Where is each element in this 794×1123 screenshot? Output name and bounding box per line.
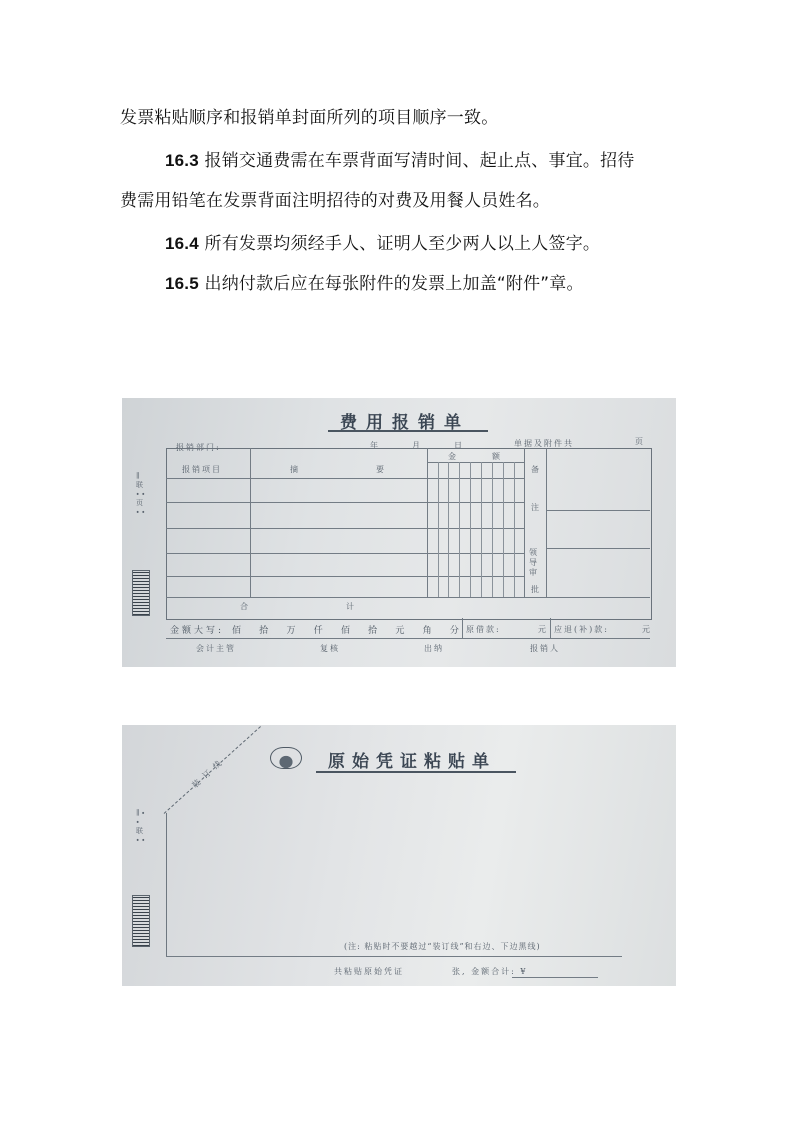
unit-yuan: 元 bbox=[395, 626, 408, 636]
voucher-footer-left: 共粘贴原始凭证 bbox=[334, 967, 404, 976]
paragraph-16-3: 16.3 报销交通费需在车票背面写清时间、起止点、事宜。招待 bbox=[165, 151, 635, 171]
unit-shi-2: 拾 bbox=[368, 626, 381, 636]
col-amount: 金 bbox=[448, 452, 458, 461]
capital-units bbox=[232, 623, 462, 636]
sig-review: 复核 bbox=[320, 644, 340, 653]
col-item: 报销项目 bbox=[182, 465, 222, 474]
paragraph-16-3-cont: 费需用铅笔在发票背面注明招待的对费及用餐人员姓名。 bbox=[120, 191, 550, 211]
paragraph-16-5: 16.5 出纳付款后应在每张附件的发票上加盖“附件”章。 bbox=[165, 274, 584, 294]
col-summary: 摘 bbox=[290, 465, 300, 474]
original-loan-label: 原借款: bbox=[466, 625, 501, 634]
expense-form-photo bbox=[122, 398, 676, 667]
refund-label: 应退(补)款: bbox=[554, 625, 609, 634]
expense-table bbox=[166, 448, 652, 620]
form-title: 费用报销单 bbox=[340, 413, 470, 433]
unit-bai-2: 佰 bbox=[340, 626, 353, 636]
dept-label: 报销部门: bbox=[176, 443, 221, 452]
year-label: 年 bbox=[370, 441, 380, 450]
leader-approval-label-2: 批 bbox=[531, 585, 541, 594]
unit-jiao: 角 bbox=[422, 626, 435, 636]
unit-shi: 拾 bbox=[259, 626, 272, 636]
loan-yuan: 元 bbox=[538, 625, 548, 634]
paragraph-1: 发票粘贴顺序和报销单封面所列的项目顺序一致。 bbox=[120, 108, 499, 128]
binding-strip-2: ∥ ∙ ∙ 联 ∙ ∙ bbox=[136, 809, 146, 844]
binding-line-label: 装订线 bbox=[190, 755, 228, 790]
sig-accounting-supervisor: 会计主管 bbox=[196, 644, 236, 653]
remark-label-2: 注 bbox=[531, 503, 541, 512]
day-label: 日 bbox=[454, 441, 464, 450]
attachment-unit: 页 bbox=[635, 437, 645, 446]
logo-emblem bbox=[270, 747, 302, 769]
barcode-2 bbox=[132, 895, 150, 947]
binding-strip: ∥ 联 ∙ ∙ 页 ∙ ∙ bbox=[136, 472, 146, 516]
remark-label: 备 bbox=[531, 465, 541, 474]
refund-yuan: 元 bbox=[642, 625, 652, 634]
voucher-title: 原始凭证粘贴单 bbox=[328, 752, 496, 772]
voucher-footer-right: 张, 金额合计: ¥ bbox=[452, 967, 528, 976]
voucher-note: (注: 粘贴时不要越过“装订线”和右边、下边黑线) bbox=[344, 942, 541, 951]
unit-wan: 万 bbox=[286, 626, 299, 636]
total-label-2: 计 bbox=[346, 602, 356, 611]
col-summary-2: 要 bbox=[376, 465, 386, 474]
voucher-sheet-photo bbox=[122, 725, 676, 986]
unit-fen: 分 bbox=[449, 626, 462, 636]
capital-amount-label: 金额大写: bbox=[170, 626, 225, 636]
month-label: 月 bbox=[412, 441, 422, 450]
total-label: 合 bbox=[240, 602, 250, 611]
sig-cashier: 出纳 bbox=[424, 644, 444, 653]
barcode bbox=[132, 570, 150, 616]
unit-qian: 仟 bbox=[313, 626, 326, 636]
sig-claimant: 报销人 bbox=[530, 644, 560, 653]
paragraph-16-4: 16.4 所有发票均须经手人、证明人至少两人以上人签字。 bbox=[165, 234, 601, 254]
col-amount-2: 额 bbox=[492, 452, 502, 461]
attachment-label: 单据及附件共 bbox=[514, 439, 574, 448]
unit-bai: 佰 bbox=[232, 626, 245, 636]
leader-approval-label: 领导审 bbox=[529, 548, 539, 577]
